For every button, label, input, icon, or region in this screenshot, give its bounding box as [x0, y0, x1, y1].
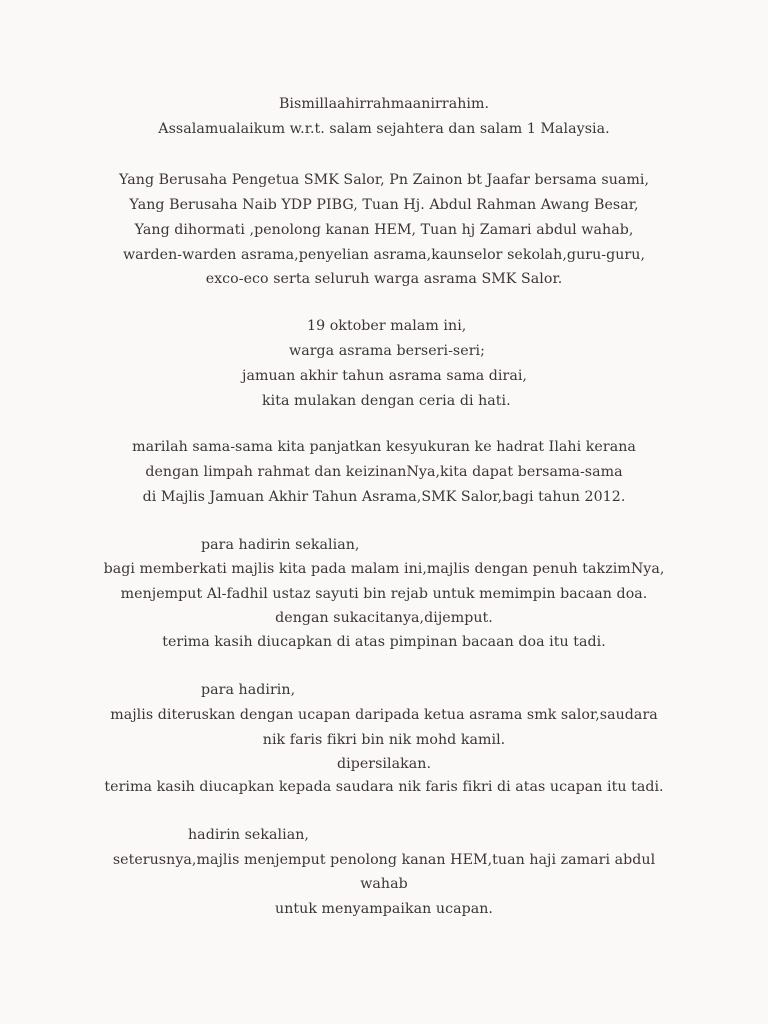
hem-line: untuk menyampaikan ucapan. — [275, 901, 493, 917]
gratitude-line: dengan limpah rahmat dan keizinanNya,kita dapat bersama-sama — [145, 464, 623, 480]
opening-bismillah: Bismillaahirrahmaanirrahim. — [278, 96, 490, 112]
salutation-line: Yang Berusaha Pengetua SMK Salor, Pn Zainon bt Jaafar bersama suami, — [118, 172, 650, 188]
hem-line: wahab — [360, 876, 408, 892]
hem-line: seterusnya,majlis menjemput penolong kanan HEM,tuan haji zamari abdul — [112, 852, 656, 868]
salutation-line: exco-eco serta seluruh warga asrama SMK Salor. — [205, 271, 563, 287]
gratitude-line: marilah sama-sama kita panjatkan kesyukuran ke hadrat Ilahi kerana — [132, 439, 636, 455]
doa-line: menjemput Al-fadhil ustaz sayuti bin rejab untuk memimpin bacaan doa. — [120, 586, 648, 602]
opening-greeting: Assalamualaikum w.r.t. salam sejahtera dan salam 1 Malaysia. — [158, 121, 610, 137]
ketua-greeting: para hadirin, — [201, 682, 296, 698]
ketua-line: dipersilakan. — [336, 756, 432, 772]
doa-greeting: para hadirin sekalian, — [201, 537, 360, 553]
gratitude-line: di Majlis Jamuan Akhir Tahun Asrama,SMK Salor,bagi tahun 2012. — [142, 489, 626, 505]
pantun-line: 19 oktober malam ini, — [307, 318, 467, 334]
doa-line: terima kasih diucapkan di atas pimpinan bacaan doa itu tadi. — [162, 634, 606, 650]
salutation-line: Yang Berusaha Naib YDP PIBG, Tuan Hj. Abdul Rahman Awang Besar, — [129, 197, 639, 213]
salutation-line: warden-warden asrama,penyelian asrama,kaunselor sekolah,guru-guru, — [122, 247, 646, 263]
pantun-line: jamuan akhir tahun asrama sama dirai, — [242, 368, 527, 384]
ketua-line: terima kasih diucapkan kepada saudara nik faris fikri di atas ucapan itu tadi. — [104, 779, 664, 795]
ketua-line: majlis diteruskan dengan ucapan daripada ketua asrama smk salor,saudara — [110, 707, 658, 723]
doa-line: bagi memberkati majlis kita pada malam ini,majlis dengan penuh takzimNya, — [103, 561, 665, 577]
pantun-line: kita mulakan dengan ceria di hati. — [262, 393, 511, 409]
doa-line: dengan sukacitanya,dijemput. — [275, 610, 493, 626]
ketua-line: nik faris fikri bin nik mohd kamil. — [262, 732, 506, 748]
hem-greeting: hadirin sekalian, — [188, 827, 309, 843]
pantun-line: warga asrama berseri-seri; — [289, 343, 485, 359]
salutation-line: Yang dihormati ,penolong kanan HEM, Tuan hj Zamari abdul wahab, — [134, 222, 634, 238]
